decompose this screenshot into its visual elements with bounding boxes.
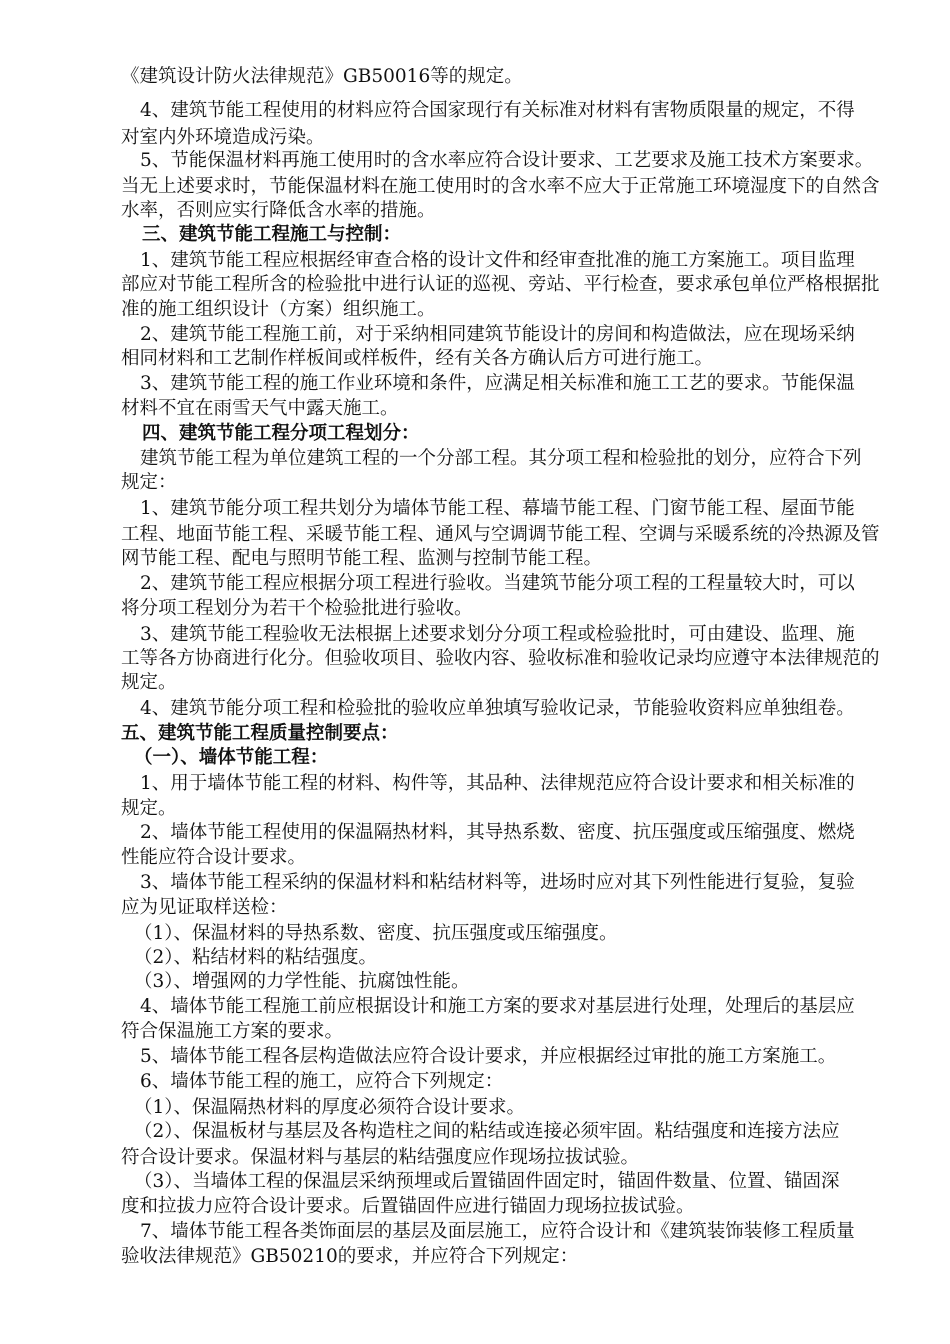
text-line: 验收法律规范》GB50210的要求，并应符合下列规定： — [121, 1246, 579, 1267]
text-line: 工程、地面节能工程、采暖节能工程、通风与空调调节能工程、空调与采暖系统的冷热源及管 — [121, 524, 880, 545]
text-line: 相同材料和工艺制作样板间或样板件，经有关各方确认后方可进行施工。 — [121, 348, 714, 369]
text-line: 4、建筑节能分项工程和检验批的验收应单独填写验收记录，节能验收资料应单独组卷。 — [140, 698, 855, 719]
text-line: 6、墙体节能工程的施工，应符合下列规定： — [140, 1071, 504, 1092]
subsection-heading: （一）、墙体节能工程： — [134, 747, 329, 768]
text-line: 规定。 — [121, 798, 177, 819]
text-line: 符合保温施工方案的要求。 — [121, 1021, 344, 1042]
text-line: （3）、增强网的力学性能、抗腐蚀性能。 — [134, 971, 470, 992]
text-line: 工等各方协商进行化分。但验收项目、验收内容、验收标准和验收记录均应遵守本法律规范的 — [121, 648, 880, 669]
text-line: 网节能工程、配电与照明节能工程、监测与控制节能工程。 — [121, 548, 603, 569]
text-line: 规定。 — [121, 672, 177, 693]
text-line: 3、墙体节能工程采纳的保温材料和粘结材料等，进场时应对其下列性能进行复验，复验 — [140, 872, 855, 893]
text-line: 4、建筑节能工程使用的材料应符合国家现行有关标准对材料有害物质限量的规定，不得 — [140, 100, 855, 121]
text-line: 对室内外环境造成污染。 — [121, 127, 325, 148]
text-line: 建筑节能工程为单位建筑工程的一个分部工程。其分项工程和检验批的划分，应符合下列 — [140, 448, 862, 469]
text-line: 7、墙体节能工程各类饰面层的基层及面层施工，应符合设计和《建筑装饰装修工程质量 — [140, 1221, 855, 1242]
text-line: 部应对节能工程所含的检验批中进行认证的巡视、旁站、平行检查，要求承包单位严格根据批 — [121, 274, 880, 295]
text-line: 3、建筑节能工程验收无法根据上述要求划分分项工程或检验批时，可由建设、监理、施 — [140, 624, 855, 645]
text-line: 2、建筑节能工程施工前，对于采纳相同建筑节能设计的房间和构造做法，应在现场采纳 — [140, 324, 855, 345]
text-line: （2）、粘结材料的粘结强度。 — [134, 947, 378, 968]
text-line: 3、建筑节能工程的施工作业环境和条件，应满足相关标准和施工工艺的要求。节能保温 — [140, 373, 855, 394]
text-line: （1）、保温材料的导热系数、密度、抗压强度或压缩强度。 — [134, 923, 618, 944]
text-line: 规定： — [121, 472, 177, 493]
text-line: （2）、保温板材与基层及各构造柱之间的粘结或连接必须牢固。粘结强度和连接方法应 — [134, 1121, 840, 1142]
text-line: 1、用于墙体节能工程的材料、构件等，其品种、法律规范应符合设计要求和相关标准的 — [140, 773, 855, 794]
text-line: 5、节能保温材料再施工使用时的含水率应符合设计要求、工艺要求及施工技术方案要求。 — [140, 150, 874, 171]
text-line: （1）、保温隔热材料的厚度必须符合设计要求。 — [134, 1097, 526, 1118]
text-line: 符合设计要求。保温材料与基层的粘结强度应作现场拉拔试验。 — [121, 1147, 640, 1168]
text-line: 1、建筑节能工程应根据经审查合格的设计文件和经审查批准的施工方案施工。项目监理 — [140, 250, 855, 271]
text-line: 水率，否则应实行降低含水率的措施。 — [121, 200, 436, 221]
text-line: 1、建筑节能分项工程共划分为墙体节能工程、幕墙节能工程、门窗节能工程、屋面节能 — [140, 498, 855, 519]
text-line: 4、墙体节能工程施工前应根据设计和施工方案的要求对基层进行处理，处理后的基层应 — [140, 996, 855, 1017]
section-heading: 五、建筑节能工程质量控制要点： — [121, 723, 399, 744]
text-line: 度和拉拔力应符合设计要求。后置锚固件应进行锚固力现场拉拔试验。 — [121, 1196, 695, 1217]
text-line: 5、墙体节能工程各层构造做法应符合设计要求，并应根据经过审批的施工方案施工。 — [140, 1046, 837, 1067]
text-line: 应为见证取样送检： — [121, 897, 288, 918]
text-line: 当无上述要求时，节能保温材料在施工使用时的含水率不应大于正常施工环境湿度下的自然含 — [121, 176, 880, 197]
text-line: 性能应符合设计要求。 — [121, 847, 307, 868]
text-line: 将分项工程划分为若干个检验批进行验收。 — [121, 598, 473, 619]
text-line: 《建筑设计防火法律规范》GB50016等的规定。 — [121, 66, 523, 87]
text-line: （3）、当墙体工程的保温层采纳预埋或后置锚固件固定时，锚固件数量、位置、锚固深 — [134, 1171, 840, 1192]
text-line: 准的施工组织设计（方案）组织施工。 — [121, 299, 436, 320]
text-line: 2、建筑节能工程应根据分项工程进行验收。当建筑节能分项工程的工程量较大时，可以 — [140, 573, 855, 594]
section-heading: 三、建筑节能工程施工与控制： — [142, 224, 402, 245]
section-heading: 四、建筑节能工程分项工程划分： — [142, 423, 420, 444]
text-line: 材料不宜在雨雪天气中露天施工。 — [121, 398, 399, 419]
text-line: 2、墙体节能工程使用的保温隔热材料，其导热系数、密度、抗压强度或压缩强度、燃烧 — [140, 822, 855, 843]
